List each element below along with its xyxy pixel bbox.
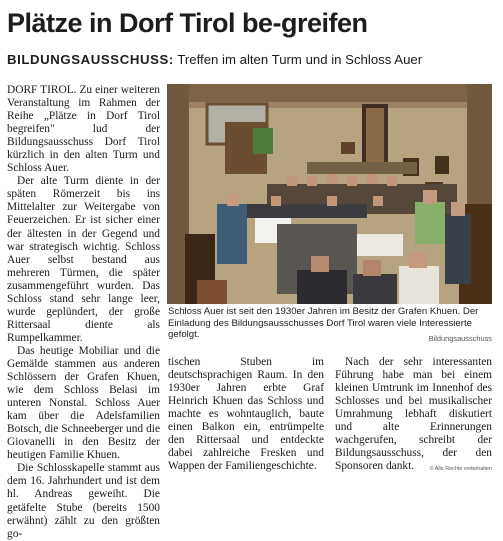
castle-hall-photo xyxy=(167,84,492,304)
paragraph: Die Schlosskapelle stammt aus dem 16. Jahrhundert und ist dem hl. Andreas geweiht. Die getäfelte Stube (bereits 1500 erwähnt) zählt zu den größten go- xyxy=(7,462,160,540)
paragraph: Nach der sehr interessanten Führung habe man bei einem kleinen Umtrunk im Innenhof des Schlosses und bei musikalischer Umrahmung lebhaft diskutiert und alte Erinnerungen wachgerufen, schreibt der Bildungsausschuss, der den Sponsoren dankt. xyxy=(335,356,492,473)
copyright-note: © Alle Rechte vorbehalten xyxy=(429,466,492,472)
paragraph: DORF TIROL. Zu einer weiteren Veranstaltung im Rahmen der Reihe „Plätze in Dorf Tirol begreifen" lud der Bildungsausschuss Dorf Tirol kürzlich in den alten Turm und Schloss Auer. xyxy=(7,84,160,175)
paragraph: Das heutige Mobiliar und die Gemälde stammen aus anderen Schlössern der Grafen Khuen, wie dem Schloss Belasi im unteren Nonstal. Schloss Auer kam über die Adelsfamilien Botsch, die Schneeberger und die Giovanelli in den Besitz der heutigen Familie Khuen. xyxy=(7,344,160,462)
paragraph: Der alte Turm diente in der späten Römerzeit bis ins Mittelalter zur Weitergabe von Feuerzeichen. Er ist sicher einer der ältesten in der Gegend und war strategisch wichtig. Schloss Auer selbst bestand aus mehreren Türmen, die später zusammengeführt wurden. Das Schloss stand sehr lange leer, wurde geplündert, der große Rittersaal diente als Rumpelkammer. xyxy=(7,175,160,344)
article-column-1 xyxy=(7,84,160,541)
article-column-3 xyxy=(335,356,492,473)
photo-credit: Bildungsausschuss xyxy=(428,334,492,343)
subheadline: Treffen im alten Turm und in Schloss Auer xyxy=(177,52,423,67)
photo-caption: Schloss Auer ist seit den 1930er Jahren im Besitz der Grafen Khuen. Der Einladung des Bildungsausschusses Dorf Tirol waren viele Interessierte gefolgt. xyxy=(168,306,479,341)
kicker: BILDUNGSAUSSCHUSS: xyxy=(7,52,174,67)
headline: Plätze in Dorf Tirol be-greifen xyxy=(7,8,368,38)
paragraph: tischen Stuben im deutschsprachigen Raum. In den 1930er Jahren erbte Graf Heinrich Khuen das Schloss und machte es wohntauglich, baute einen Balkon ein, entrümpelte den Rittersaal und entdeckte dabei zahlreiche Fresken und Wappen der Familiengeschichte. xyxy=(168,356,324,473)
article-column-2 xyxy=(168,356,324,473)
subheadline-line xyxy=(7,52,422,67)
